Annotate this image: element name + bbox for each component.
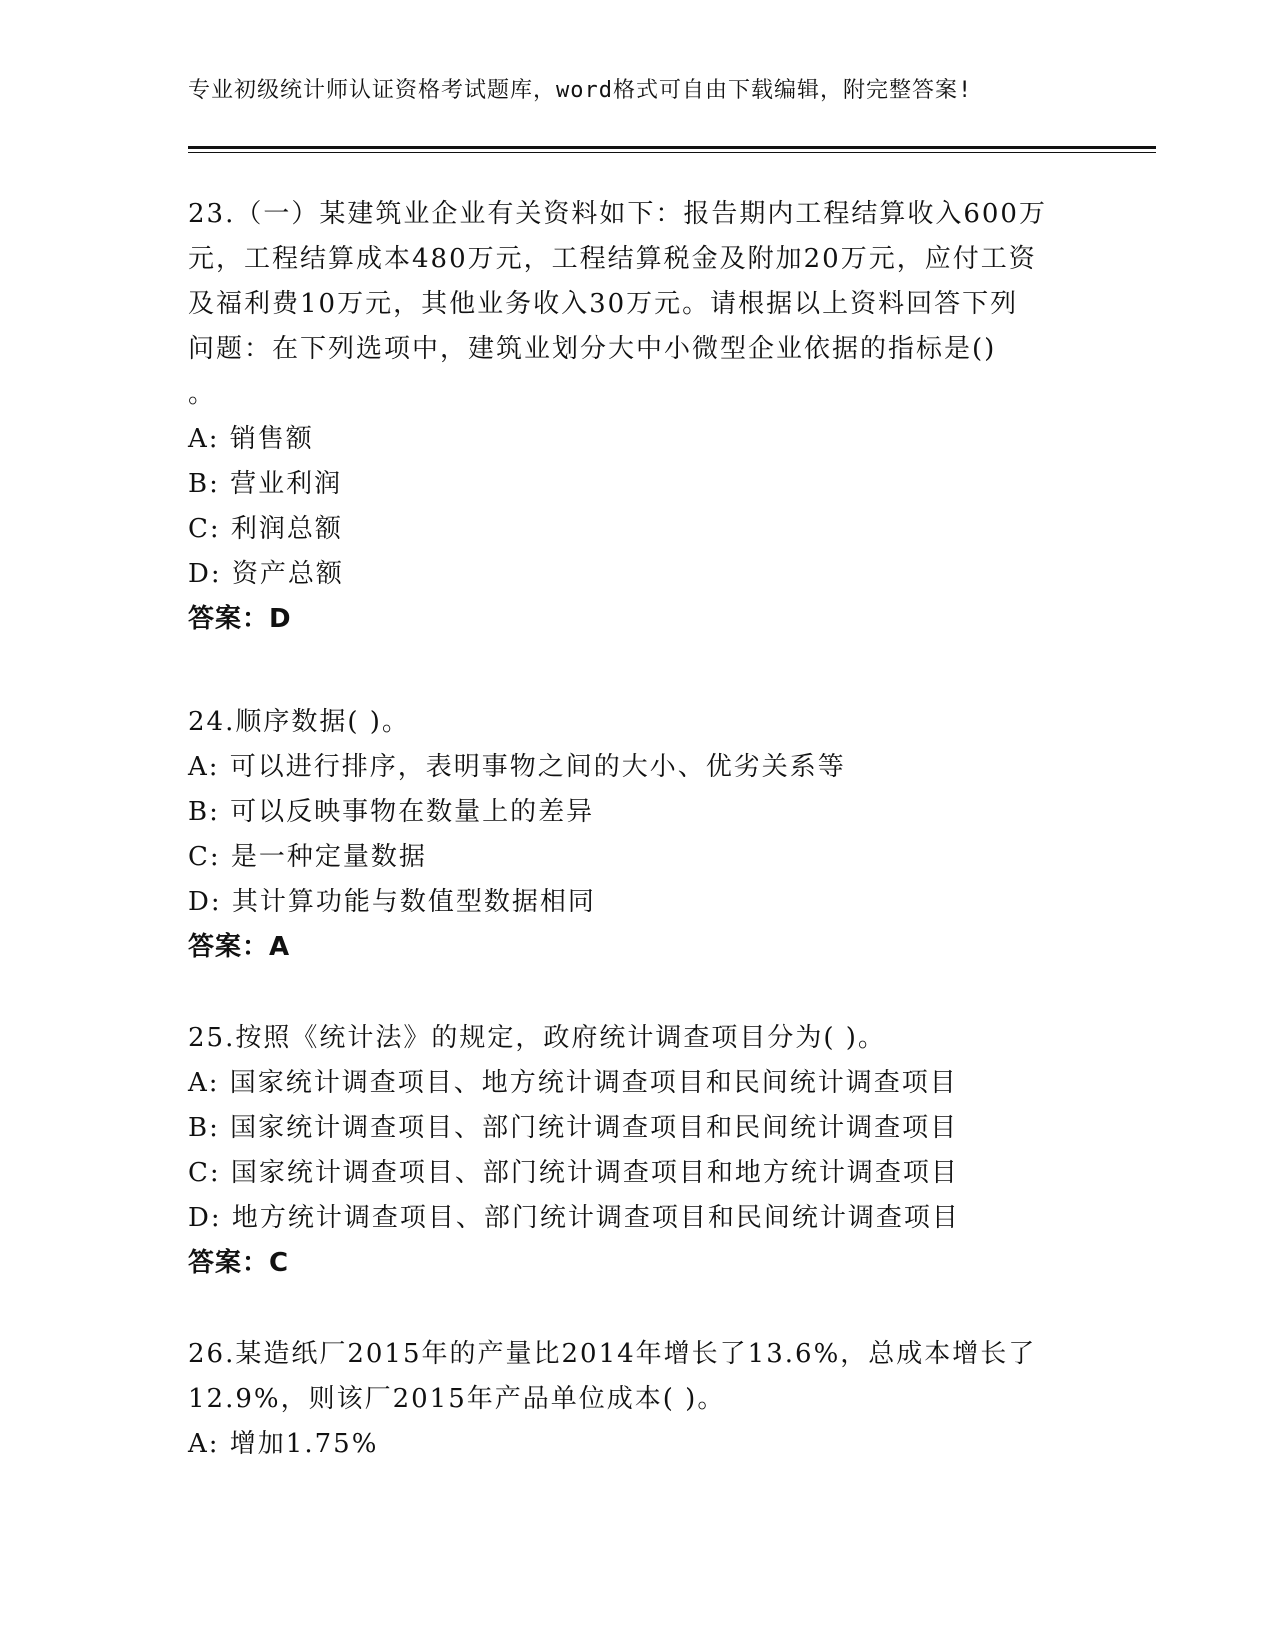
question-stem-line: 25.按照《统计法》的规定，政府统计调查项目分为( )。: [188, 1023, 886, 1053]
question-stem-line: 23.（一）某建筑业企业有关资料如下：报告期内工程结算收入600万: [188, 199, 1047, 229]
option-c: C: 是一种定量数据: [188, 842, 427, 872]
question-stem-line: 问题：在下列选项中，建筑业划分大中小微型企业依据的指标是(): [188, 334, 997, 364]
question-24: [188, 700, 846, 970]
header-rule-thin: [188, 152, 1156, 153]
answer: 答案：A: [188, 932, 291, 962]
option-b: B: 国家统计调查项目、部门统计调查项目和民间统计调查项目: [188, 1113, 959, 1143]
option-b: B: 营业利润: [188, 469, 343, 499]
question-stem-line: 及福利费10万元，其他业务收入30万元。请根据以上资料回答下列: [188, 289, 1019, 319]
question-stem-line: 26.某造纸厂2015年的产量比2014年增长了13.6%，总成本增长了: [188, 1339, 1037, 1369]
header-rule-thick: [188, 146, 1156, 149]
question-stem-line: 元，工程结算成本480万元，工程结算税金及附加20万元，应付工资: [188, 244, 1037, 274]
question-23: [188, 192, 1047, 642]
question-stem-line: 24.顺序数据( )。: [188, 707, 410, 737]
question-stem-line: 12.9%，则该厂2015年产品单位成本( )。: [188, 1384, 726, 1414]
question-25: [188, 1016, 960, 1286]
question-26: [188, 1332, 1036, 1467]
option-d: D: 其计算功能与数值型数据相同: [188, 887, 596, 917]
option-a: A: 国家统计调查项目、地方统计调查项目和民间统计调查项目: [188, 1068, 958, 1098]
answer: 答案：C: [188, 1248, 290, 1278]
option-d: D: 地方统计调查项目、部门统计调查项目和民间统计调查项目: [188, 1203, 960, 1233]
option-c: C: 利润总额: [188, 514, 343, 544]
option-b: B: 可以反映事物在数量上的差异: [188, 797, 595, 827]
option-a: A: 可以进行排序，表明事物之间的大小、优劣关系等: [188, 752, 846, 782]
option-d: D: 资产总额: [188, 559, 344, 589]
answer: 答案：D: [188, 604, 292, 634]
option-a: A: 增加1.75%: [188, 1429, 379, 1459]
option-a: A: 销售额: [188, 424, 314, 454]
question-stem-line: 。: [188, 379, 217, 409]
option-c: C: 国家统计调查项目、部门统计调查项目和地方统计调查项目: [188, 1158, 959, 1188]
document-header: 专业初级统计师认证资格考试题库，word格式可自由下载编辑，附完整答案!: [188, 78, 973, 103]
